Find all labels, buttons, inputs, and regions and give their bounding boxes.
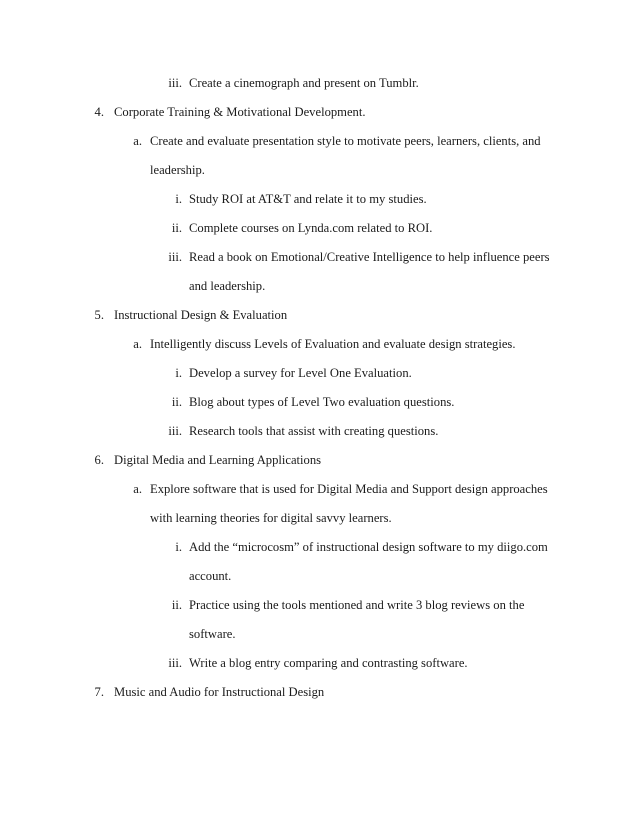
list-item-text: account. [189, 569, 232, 583]
list-marker: iii. [168, 250, 182, 264]
list-item-text: Create a cinemograph and present on Tumblr. [189, 76, 419, 90]
list-marker: a. [133, 337, 142, 351]
list-item-text: Study ROI at AT&T and relate it to my studies. [189, 192, 427, 206]
list-marker: ii. [171, 395, 182, 409]
list-marker: iii. [168, 424, 182, 438]
list-item-text: Explore software that is used for Digital Media and Support design approaches [150, 482, 548, 496]
list-marker: 4. [94, 105, 104, 119]
list-marker: iii. [168, 656, 182, 670]
list-marker: i. [175, 366, 182, 380]
list-item-text: Music and Audio for Instructional Design [114, 685, 325, 699]
list-item-text: Read a book on Emotional/Creative Intelligence to help influence peers [189, 250, 550, 264]
list-marker: i. [175, 192, 182, 206]
list-marker: 5. [94, 308, 104, 322]
list-item-text: Instructional Design & Evaluation [114, 308, 288, 322]
list-marker: a. [133, 134, 142, 148]
list-item-text: Blog about types of Level Two evaluation questions. [189, 395, 455, 409]
list-item-text: and leadership. [189, 279, 266, 293]
list-item-text: Practice using the tools mentioned and write 3 blog reviews on the [189, 598, 525, 612]
list-item-text: Write a blog entry comparing and contrasting software. [189, 656, 468, 670]
list-marker: iii. [168, 76, 182, 90]
list-marker: i. [175, 540, 182, 554]
list-item-text: Complete courses on Lynda.com related to ROI. [189, 221, 433, 235]
list-item-text: Intelligently discuss Levels of Evaluation and evaluate design strategies. [150, 337, 516, 351]
list-item-text: Develop a survey for Level One Evaluation. [189, 366, 412, 380]
list-item-text: Research tools that assist with creating questions. [189, 424, 439, 438]
list-item-text: Add the “microcosm” of instructional design software to my diigo.com [189, 540, 548, 554]
list-item-text: Corporate Training & Motivational Development. [114, 105, 366, 119]
list-marker: ii. [171, 598, 182, 612]
list-item-text: Digital Media and Learning Applications [114, 453, 322, 467]
list-item-text: software. [189, 627, 236, 641]
list-item-text: Create and evaluate presentation style to motivate peers, learners, clients, and [150, 134, 541, 148]
list-marker: ii. [171, 221, 182, 235]
list-marker: 7. [94, 685, 104, 699]
list-marker: 6. [94, 453, 104, 467]
list-item-text: with learning theories for digital savvy learners. [150, 511, 392, 525]
list-item-text: leadership. [150, 163, 205, 177]
list-marker: a. [133, 482, 142, 496]
